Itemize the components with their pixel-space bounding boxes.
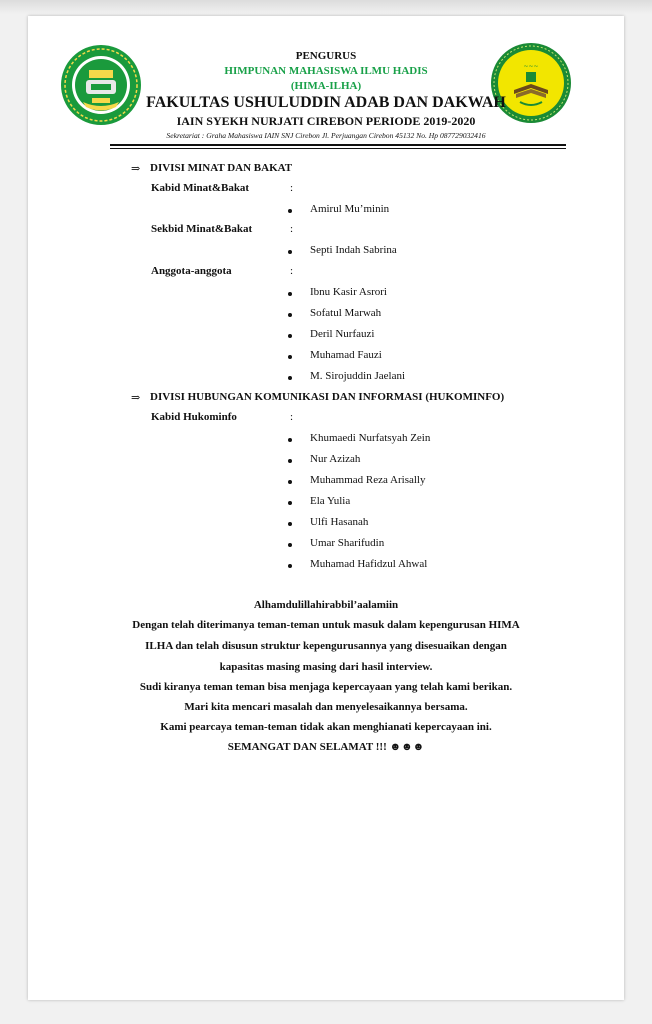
member-name: Amirul Mu’minin [310,203,390,215]
member-name: Muhamad Hafidzul Ahwal [310,558,428,570]
bullet-icon [288,522,292,526]
bullet-icon [288,355,292,359]
colon: : [290,411,294,423]
header-rule-thin [110,148,566,149]
bullet-icon [288,209,292,213]
closing-line: ILHA dan telah disusun struktur kepengurusannya yang disesuaikan dengan [145,640,507,652]
bullet-icon [288,438,292,442]
division-title: DIVISI HUBUNGAN KOMUNIKASI DAN INFORMASI (HUKOMINFO) [150,391,505,403]
arrow-icon: ⇒ [131,392,141,404]
header-organization: HIMPUNAN MAHASISWA ILMU HADIS [224,65,428,77]
bullet-icon [288,334,292,338]
bullet-icon [288,250,292,254]
member-name: Deril Nurfauzi [310,328,375,340]
svg-text:~~~: ~~~ [523,63,539,70]
bullet-icon [288,564,292,568]
header-institution: IAIN SYEKH NURJATI CIREBON PERIODE 2019-2020 [176,114,476,128]
member-name: Umar Sharifudin [310,537,385,549]
closing-line: kapasitas masing masing dari hasil interview. [219,661,433,673]
arrow-icon: ⇒ [131,163,141,175]
member-name: Khumaedi Nurfatsyah Zein [310,432,431,444]
bullet-icon [288,313,292,317]
bullet-icon [288,459,292,463]
closing-line: Kami pearcaya teman-teman tidak akan menghianati kepercayaan ini. [160,721,492,733]
member-name: Muhamad Fauzi [310,349,382,361]
colon: : [290,182,294,194]
role-label: Anggota-anggota [151,265,232,277]
closing-line: SEMANGAT DAN SELAMAT !!! ☻☻☻ [227,741,425,753]
closing-line: Dengan telah diterimanya teman-teman untuk masuk dalam kepengurusan HIMA [132,619,520,631]
role-label: Kabid Hukominfo [151,411,237,423]
member-name: Ulfi Hasanah [310,516,369,528]
member-name: M. Sirojuddin Jaelani [310,370,406,382]
header-faculty: FAKULTAS USHULUDDIN ADAB DAN DAKWAH [146,94,506,111]
member-name: Muhammad Reza Arisally [310,474,426,486]
header-title-pengurus: PENGURUS [295,50,357,62]
closing-line: Alhamdulillahirabbil’aalamiin [253,599,399,611]
closing-line: Mari kita mencari masalah dan menyelesaikannya bersama. [184,701,468,713]
bullet-icon [288,480,292,484]
role-label: Sekbid Minat&Bakat [151,223,253,235]
bullet-icon [288,292,292,296]
role-label: Kabid Minat&Bakat [151,182,250,194]
viewer-top-shade [0,0,652,14]
colon: : [290,265,294,277]
closing-line: Sudi kiranya teman teman bisa menjaga kepercayaan yang telah kami berikan. [139,681,513,693]
colon: : [290,223,294,235]
division-title: DIVISI MINAT DAN BAKAT [150,162,293,174]
member-name: Nur Azizah [310,453,361,465]
bullet-icon [288,501,292,505]
bullet-icon [288,543,292,547]
header-rule-thick [110,144,566,146]
member-name: Sofatul Marwah [310,307,382,319]
member-name: Ela Yulia [310,495,351,507]
header-secretariat: Sekretariat : Graha Mahasiswa IAIN SNJ Cirebon Jl. Perjuangan Cirebon 45132 No. Hp 087729032416 [166,131,486,140]
document-page [28,16,624,1000]
bullet-icon [288,376,292,380]
member-name: Septi Indah Sabrina [310,244,397,256]
header-abbreviation: (HIMA-ILHA) [290,80,362,92]
member-name: Ibnu Kasir Asrori [310,286,387,298]
